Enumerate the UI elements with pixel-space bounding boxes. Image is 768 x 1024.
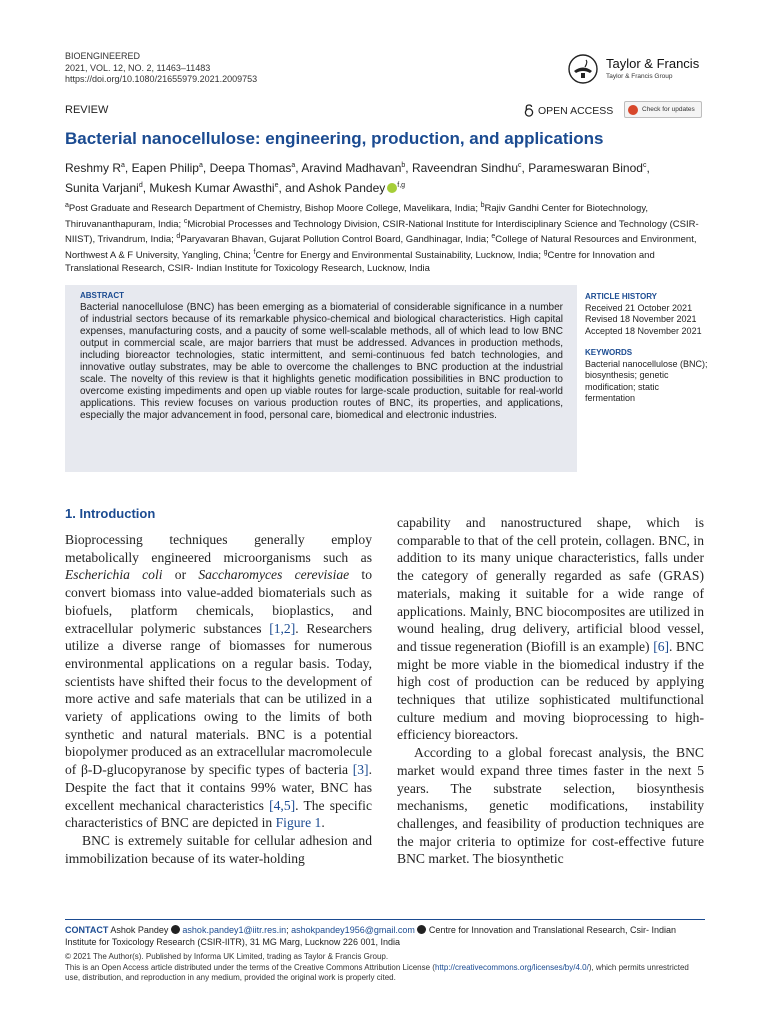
author-name: Raveendran Sindhu	[411, 161, 519, 175]
license-link[interactable]: http://creativecommons.org/licenses/by/4.0/	[434, 962, 589, 972]
article-history-heading: ARTICLE HISTORY	[585, 292, 658, 301]
contact-name: Ashok Pandey	[110, 925, 169, 935]
contact-address: Centre for Innovation and Translational Research, Csir- Indian Institute for Toxicology Research (CSIR-IITR), 31 MG Marg, Lucknow 226 001, India	[65, 925, 677, 947]
citation-link[interactable]: [1,2]	[269, 620, 296, 636]
author-name: Aravind Madhavan	[301, 161, 402, 175]
author-name: Mukesh Kumar Awasthi	[149, 181, 275, 195]
affiliation-marker: c	[518, 162, 522, 169]
affiliation-text: Paryavaran Bhavan, Gujarat Pollution Control Board, Gandhinagar, India;	[180, 234, 492, 246]
citation-link[interactable]: [3]	[352, 762, 369, 778]
article-history	[585, 291, 710, 337]
affiliation-marker: a	[121, 162, 125, 169]
author-name: Eapen Philip	[131, 161, 199, 175]
author-list: Reshmy $R^a$, Eapen Philip$^a$, Deepa Thomas$^a$, Aravind Madhavan$^b$, Raveendran Sindhu$^c$, Parameswaran Binod$^c$, Sunita Varjani$^d$, Mukesh Kumar Awasthi$^e$, and Ashok Pandey $^{f,g}$	[65, 161, 650, 195]
footer-rule	[65, 919, 705, 920]
affiliation-marker: a	[291, 162, 296, 169]
check-for-updates-button[interactable]	[624, 101, 702, 118]
affiliations	[65, 200, 705, 275]
affiliation-key: g	[543, 248, 548, 256]
journal-volume: 2021, VOL. 12, NO. 2, 11463–11483	[65, 62, 211, 73]
abstract-text: Bacterial nanocellulose (BNC) has been emerging as a biomaterial of considerable significance in a number of industrial sectors because of its remarkable physico-chemical and biological characteristics. High capital expenses, manufacturing costs, and a paucity of some well-scalable methods, all of which lead to low BNC output in commercial scale, are major barriers that must be addressed. Advances in production methods, including bioreactor technologies, static intermittent, and semi-continuous fed batch technologies, and innovative outlay substrates, may be able to overcome the challenges to BNC production at the industrial scale. The novelty of this review is that it highlights genetic modification possibilities in BNC production to overcome existing impediments and open up viable routes for large-scale production, suitable for real-world applications. This review focuses on various production routes of BNC, its properties, and applications, especially the major advancement in food, personal care, biomedical and electronic industries.	[80, 302, 563, 421]
email-link[interactable]: ashok.pandey1@iitr.res.in	[182, 925, 287, 935]
orcid-icon[interactable]	[387, 183, 397, 193]
affiliation-key: d	[176, 233, 181, 241]
paragraph: According to a global forecast analysis, the BNC market would expand three times faster in the next 5 years. The substrate selection, biosynthesis mechanisms, genetic modifications, instability challenges, and feasibility of production techniques are the major criteria to optimize for cost-effective future BNC market. The biosynthetic	[397, 745, 704, 867]
affiliation-key: e	[491, 233, 496, 241]
citation-link[interactable]: [6]	[653, 638, 670, 654]
copyright-line: © 2021 The Author(s). Published by Informa UK Limited, trading as Taylor & Francis Group.	[65, 952, 389, 961]
email-icon	[171, 925, 180, 934]
affiliation-text: Centre for Innovation and Translational Research, CSIR- Indian Institute for Toxicology Research, Lucknow, India	[65, 250, 655, 274]
section-heading: 1. Introduction	[65, 506, 156, 521]
publisher-name: Taylor & Francis	[606, 56, 700, 71]
affiliation-key: c	[183, 217, 188, 225]
article-type: REVIEW	[65, 104, 109, 116]
publisher-group: Taylor & Francis Group	[606, 73, 673, 80]
author-name: Deepa Thomas	[209, 161, 292, 175]
affiliation-marker: d	[138, 182, 143, 189]
journal-name: BIOENGINEERED	[65, 51, 141, 61]
copyright-notice	[65, 952, 705, 984]
affiliation-key: b	[480, 202, 485, 209]
affiliation-marker: c	[642, 162, 647, 169]
publisher-logo	[568, 52, 708, 86]
journal-info	[65, 51, 257, 86]
license-text: This is an Open Access article distributed under the terms of the Creative Commons Attribution License (http://creativecommons.org/licenses/by/4.0/), which permits unrestricted use, distribution, and reproduction in any medium, provided the original work is properly cited.	[65, 962, 689, 982]
affiliation-marker: a	[198, 162, 203, 169]
contact-label: CONTACT	[65, 925, 109, 935]
affiliation-text: Rajiv Gandhi Center for Biotechnology, Thiruvananthapuram, India;	[65, 203, 649, 230]
author-name: Ashok Pandey	[307, 181, 386, 195]
article-title: Bacterial nanocellulose: engineering, production, and applications	[65, 129, 604, 148]
affiliation-text: Microbial Processes and Technology Division, CSIR-National Institute for Interdisciplinary Science and Technology (CSIR-NIIST), Trivandrum, India;	[65, 218, 699, 246]
received-date: Received 21 October 2021	[585, 302, 693, 313]
journal-doi[interactable]: https://doi.org/10.1080/21655979.2021.2009753	[65, 74, 258, 84]
paragraph: Bioprocessing techniques generally employ metabolically engineered microorganisms such as Escherichia coli or Saccharomyces cerevisiae to convert biomass into value-added biomaterials such as biofuels, platform chemicals, bioplastics, and extracellular polymeric substances [1,2]. Researchers utilize a diverse range of biomasses for numerous environmental applications on a regular basis. Today, scientists have shifted their focus to the development of more active and safe materials that can be utilized in a variety of applications owing to the limits of both synthetic and natural materials. BNC is a potential biopolymer produced as an extracellular macromolecule of β-D-glucopyranose by specific types of bacteria [3]. Despite the fact that it contains 99% water, BNC has excellent mechanical characteristics [4,5]. The specific characteristics of BNC are depicted in Figure 1.	[65, 532, 373, 831]
revised-date: Revised 18 November 2021	[585, 314, 697, 324]
author-name: Parameswaran Binod	[528, 161, 643, 175]
affiliation-key: a	[65, 202, 69, 209]
citation-link[interactable]: [4,5]	[269, 797, 296, 813]
paragraph: BNC is extremely suitable for cellular adhesion and immobilization because of its water-holding	[65, 832, 372, 866]
keywords	[585, 347, 710, 405]
affiliation-text: Centre for Energy and Environmental Sustainability, Lucknow, India;	[255, 250, 544, 262]
contact-info: CONTACT Ashok Pandey ashok.pandey1@iitr.res.in; ashokpandey1956@gmail.com Centre for Innovation and Translational Research, Csir- Indian Institute for Toxicology Research (CSIR-IITR), 31 MG Marg, Lucknow 226 001, India	[65, 925, 677, 947]
figure-link[interactable]: Figure 1	[275, 815, 322, 831]
open-access-label: OPEN ACCESS	[538, 104, 614, 117]
author-name: Reshmy R	[65, 161, 122, 175]
open-lock-icon	[524, 104, 534, 117]
abstract-heading: ABSTRACT	[80, 291, 124, 300]
affiliation-key: f	[253, 248, 256, 256]
keywords-heading: KEYWORDS	[585, 348, 633, 357]
check-updates-label: Check for updates	[642, 106, 695, 113]
email-link[interactable]: ashokpandey1956@gmail.com	[291, 925, 415, 935]
left-column	[65, 531, 372, 867]
crossmark-icon	[628, 105, 638, 115]
affiliation-marker: e	[274, 182, 279, 189]
address-icon	[417, 925, 426, 934]
keywords-text: Bacterial nanocellulose (BNC); biosynthesis; genetic modification; static fermentation	[585, 358, 708, 403]
affiliation-marker: b	[401, 162, 406, 169]
right-column	[397, 514, 704, 868]
publisher-lamp-icon	[568, 54, 598, 84]
affiliation-marker: f,g	[397, 182, 406, 189]
open-access-badge	[524, 104, 613, 117]
author-name: Sunita Varjani	[65, 181, 139, 195]
paragraph: capability and nanostructured shape, which is comparable to that of the cell protein, collagen. BNC, in addition to its many unique characteristics, falls under the category of generally regarded as safe (GRAS) materials, making it suitable for a wide range of applications. Mainly, BNC biocomposites are utilized in wound healing, drug delivery, artificial blood vessel, and tissue regeneration (Biofill is an example) [6]. BNC might be more viable in the biomedical industry if the high cost of production can be reduced by applying techniques that utilize sophisticated multifunctional culture medium and moving bioprocessing to high-efficiency bioreactors.	[397, 515, 704, 743]
affiliation-text: Post Graduate and Research Department of Chemistry, Bishop Moore College, Mavelikara, India;	[68, 203, 481, 215]
accepted-date: Accepted 18 November 2021	[585, 325, 702, 336]
affiliation-text: College of Natural Resources and Environment, Northwest A & F University, Yangling, China;	[65, 234, 697, 262]
